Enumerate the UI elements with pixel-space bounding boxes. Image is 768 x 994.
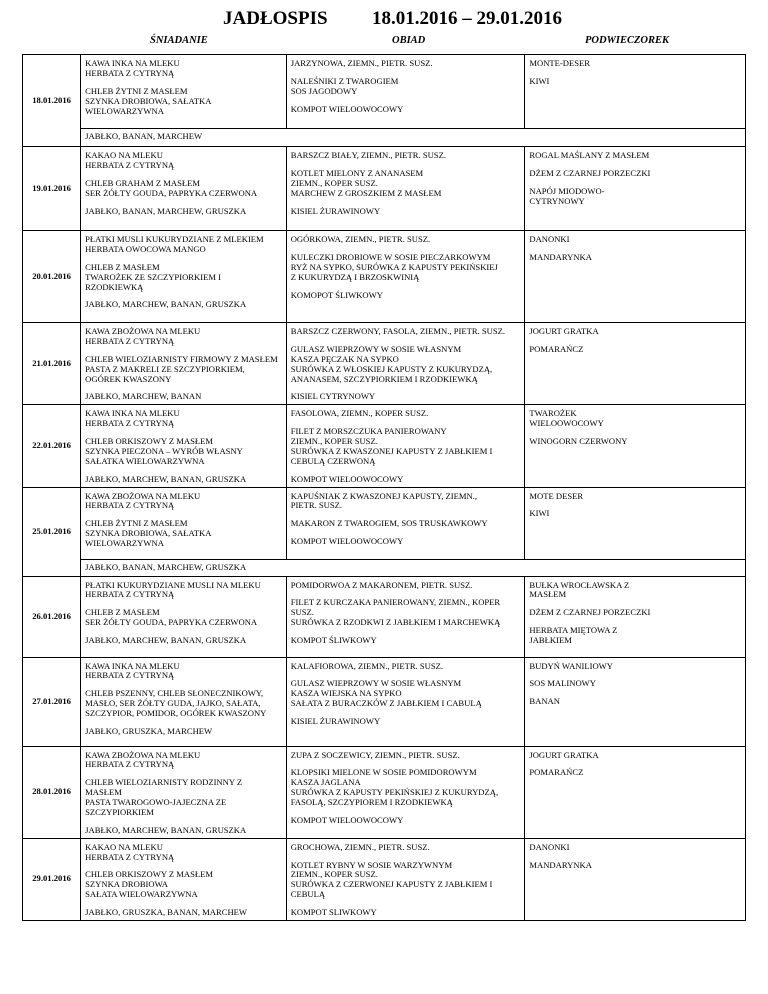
lunch-cell-item: KOMPOT WIELOOWOCOWY [290, 814, 404, 825]
snack-cell-item: DANONKI [529, 841, 570, 852]
lunch-cell-item: KLOPSIKI MIELONE W SOSIE POMIDOROWYM KASZA JAGLANA SURÓWKA Z KAPUSTY PEKIŃSKIEJ Z KUKURYDZĄ, FASOLĄ, SZCZYPIOREM I RZODKIEWKĄ [290, 767, 499, 807]
lunch-cell-item: FILET Z MORSZCZUKA PANIEROWANY ZIEMN., KOPER SUSZ. SURÓWKA Z KWASZONEJ KAPUSTY Z JABŁKIEM I CEBULĄ CZERWONĄ [290, 426, 493, 466]
snack-cell [525, 746, 746, 838]
snack-cell [525, 487, 746, 559]
fruit-text: JABŁKO, BANAN, MARCHEW, GRUSZKA [85, 561, 247, 572]
fruit-row [23, 129, 746, 147]
fruit-text: JABŁKO, BANAN, MARCHEW [85, 131, 203, 141]
breakfast-cell-item: JABŁKO, MARCHEW, BANAN, GRUSZKA [85, 473, 247, 484]
snack-cell [525, 323, 746, 405]
lunch-cell-item: ZUPA Z SOCZEWICY, ZIEMN., PIETR. SUSZ. [290, 749, 460, 760]
breakfast-cell-item: CHLEB ORKISZOWY Z MASŁEM SZYNKA PIECZONA – WYRÓB WŁASNY SAŁATKA WIELOWARZYWNA [85, 436, 243, 466]
lunch-cell-item: KOTLET RYBNY W SOSIE WARZYWNYM ZIEMN., KOPER SUSZ. SURÓWKA Z CZERWONEJ KAPUSTY Z JABŁKIEM I CEBULĄ [290, 859, 493, 900]
snack-cell-item: KIWI [529, 508, 550, 519]
breakfast-cell [81, 657, 287, 746]
day-date: 29.01.2016 [23, 838, 81, 920]
lunch-cell-item: KOMPOT WIELOOWOCOWY [290, 536, 404, 547]
breakfast-cell [81, 231, 287, 323]
menu-row [23, 231, 746, 323]
lunch-cell-item: KOMPOT SLIWKOWY [290, 907, 377, 917]
lunch-cell-item: BARSZCZ CZERWONY, FASOLA, ZIEMN., PIETR. SUSZ. [290, 326, 506, 336]
day-date: 26.01.2016 [23, 576, 81, 657]
breakfast-cell-item: CHLEB GRAHAM Z MASŁEM SER ŻÓŁTY GOUDA, PAPRYKA CZERWONA [85, 177, 258, 198]
day-date: 20.01.2016 [23, 231, 81, 323]
page-header [0, 4, 768, 34]
breakfast-cell-item: CHLEB WIELOZIARNISTY RODZINNY Z MASŁEM PASTA TWAROGOWO-JAJECZNA ZE SZCZYPIORKIEM [85, 777, 243, 817]
breakfast-cell-item: CHLEB Z MASŁEM SER ŻÓŁTY GOUDA, PAPRYKA CZERWONA [85, 607, 258, 628]
menu-row [23, 405, 746, 487]
lunch-cell-item: KAPUŚNIAK Z KWASZONEJ KAPUSTY, ZIEMN., PIETR. SUSZ. [290, 490, 478, 511]
snack-cell-item: MOTE DESER [529, 490, 584, 501]
snack-cell-item: MANDARYNKA [529, 859, 592, 870]
lunch-cell-item: KALAFIOROWA, ZIEMN., PIETR. SUSZ. [290, 660, 444, 671]
lunch-cell-item: GULASZ WIEPRZOWY W SOSIE WŁASNYM KASZA WIEJSKA NA SYPKO SAŁATA Z BURACZKÓW Z JABŁKIEM I CABULĄ [290, 678, 482, 709]
breakfast-cell [81, 405, 287, 487]
breakfast-cell-item: CHLEB ŻYTNI Z MASŁEM SZYNKA DROBIOWA, SAŁATKA WIELOWARZYWNA [85, 518, 212, 548]
day-date: 18.01.2016 [23, 55, 81, 147]
breakfast-cell-item: KAWA ZBOŻOWA NA MLEKU HERBATA Z CYTRYNĄ [85, 749, 201, 770]
breakfast-cell [81, 323, 287, 405]
menu-row [23, 838, 746, 920]
breakfast-cell [81, 576, 287, 657]
fruit-row [23, 559, 746, 576]
lunch-cell [286, 147, 525, 231]
lunch-cell [286, 838, 525, 920]
breakfast-cell-item: KAWA ZBOŻOWA NA MLEKU HERBATA Z CYTRYNĄ [85, 490, 201, 511]
snack-cell [525, 405, 746, 487]
menu-row [23, 147, 746, 231]
day-date: 22.01.2016 [23, 405, 81, 487]
snack-cell [525, 838, 746, 920]
snack-cell-item: POMARAŃCZ [529, 767, 584, 778]
breakfast-cell-item: KAWA INKA NA MLEKU HERBATA Z CYTRYNĄ [85, 408, 180, 429]
lunch-cell-item: KISIEL ŻURAWINOWY [290, 716, 381, 726]
snack-cell-item: MONTE-DESER [529, 58, 591, 68]
lunch-cell-item: OGÓRKOWA, ZIEMN., PIETR. SUSZ. [290, 234, 431, 244]
column-header-breakfast: ŚNIADANIE [150, 35, 208, 46]
breakfast-cell-item: KAWA INKA NA MLEKU HERBATA Z CYTRYNĄ [85, 660, 180, 681]
lunch-cell [286, 55, 525, 129]
lunch-cell-item: KOMPOT WIELOOWOCOWY [290, 103, 404, 114]
breakfast-cell [81, 746, 287, 838]
breakfast-cell [81, 487, 287, 559]
breakfast-cell [81, 55, 287, 129]
day-date: 27.01.2016 [23, 657, 81, 746]
lunch-cell-item: GROCHOWA, ZIEMN., PIETR. SUSZ. [290, 841, 430, 852]
snack-cell-item: DANONKI [529, 234, 570, 244]
snack-cell-item: BANAN [529, 696, 560, 707]
fruit-cell [81, 129, 746, 147]
breakfast-cell-item: CHLEB ORKISZOWY Z MASŁEM SZYNKA DROBIOWA SAŁATA WIELOWARZYWNA [85, 869, 214, 900]
lunch-cell-item: BARSZCZ BIAŁY, ZIEMN., PIETR. SUSZ. [290, 150, 446, 160]
breakfast-cell-item: JABŁKO, MARCHEW, BANAN, GRUSZKA [85, 299, 247, 310]
snack-cell-item: BUDYŃ WANILIOWY [529, 660, 613, 671]
snack-cell-item: JOGURT GRATKA [529, 749, 599, 760]
menu-row [23, 576, 746, 657]
menu-row [23, 657, 746, 746]
breakfast-cell-item: CHLEB WIELOZIARNISTY FIRMOWY Z MASŁEM PASTA Z MAKRELI ZE SZCZYPIORKIEM, OGÓREK KWASZONY [85, 353, 278, 384]
lunch-cell-item: KOMPOT ŚLIWKOWY [290, 635, 377, 645]
snack-cell [525, 576, 746, 657]
snack-cell-item: MANDARYNKA [529, 251, 592, 262]
lunch-cell-item: FASOLOWA, ZIEMN., KOPER SUSZ. [290, 408, 429, 419]
snack-cell-item: NAPÓJ MIODOWO- CYTRYNOWY [529, 185, 605, 206]
date-range: 18.01.2016 – 29.01.2016 [372, 8, 562, 29]
breakfast-cell-item: JABŁKO, GRUSZKA, MARCHEW [85, 725, 213, 736]
breakfast-cell-item: JABŁKO, BANAN, MARCHEW, GRUSZKA [85, 205, 247, 216]
snack-cell-item: POMARAŃCZ [529, 343, 584, 354]
lunch-cell-item: KOMPOT WIELOOWOCOWY [290, 473, 404, 484]
snack-cell-item: DŻEM Z CZARNEJ PORZECZKI [529, 607, 651, 618]
menu-row [23, 487, 746, 559]
breakfast-cell-item: JABŁKO, MARCHEW, BANAN, GRUSZKA [85, 824, 247, 835]
day-date: 19.01.2016 [23, 147, 81, 231]
lunch-cell [286, 576, 525, 657]
snack-cell-item: ROGAL MAŚLANY Z MASŁEM [529, 150, 650, 160]
lunch-cell-item: MAKARON Z TWAROGIEM, SOS TRUSKAWKOWY [290, 518, 488, 529]
fruit-cell [81, 559, 746, 576]
breakfast-cell-item: KAKAO NA MLEKU HERBATA Z CYTRYNĄ [85, 150, 175, 170]
breakfast-cell-item: JABŁKO, MARCHEW, BANAN [85, 391, 202, 402]
lunch-cell-item: POMIDORWOA Z MAKARONEM, PIETR. SUSZ. [290, 579, 473, 590]
lunch-cell-item: KOTLET MIELONY Z ANANASEM ZIEMN., KOPER SUSZ. MARCHEW Z GROSZKIEM Z MASŁEM [290, 167, 442, 198]
lunch-cell-item: KISIEL ŻURAWINOWY [290, 205, 381, 216]
snack-cell [525, 231, 746, 323]
snack-cell-item: TWAROŻEK WIELOOWOCOWY [529, 408, 604, 429]
column-header-snack: PODWIECZOREK [585, 35, 670, 46]
breakfast-cell-item: CHLEB PSZENNY, CHLEB SŁONECZNIKOWY, MASŁO, SER ŻÓŁTY GUDA, JAJKO, SAŁATA, SZCZYPIOR, POMIDOR, OGÓREK KWASZONY [85, 688, 267, 718]
breakfast-cell-item: PŁATKI MUSLI KUKURYDZIANE Z MLEKIEM HERBATA OWOCOWA MANGO [85, 234, 264, 254]
menu-table-body [23, 55, 746, 921]
breakfast-cell-item: JABŁKO, GRUSZKA, BANAN, MARCHEW [85, 907, 248, 917]
snack-cell-item: HERBATA MIĘTOWA Z JABŁKIEM [529, 625, 618, 645]
breakfast-cell-item: KAKAO NA MLEKU HERBATA Z CYTRYNĄ [85, 841, 175, 862]
breakfast-cell [81, 147, 287, 231]
menu-row [23, 55, 746, 129]
lunch-cell [286, 323, 525, 405]
snack-cell [525, 657, 746, 746]
breakfast-cell [81, 838, 287, 920]
breakfast-cell-item: CHLEB Z MASŁEM TWAROŻEK ZE SZCZYPIORKIEM I RZODKIEWKĄ [85, 261, 221, 292]
breakfast-cell-item: CHLEB ŻYTNI Z MASŁEM SZYNKA DROBIOWA, SAŁATKA WIELOWARZYWNA [85, 85, 212, 116]
breakfast-cell-item: JABŁKO, MARCHEW, BANAN, GRUSZKA [85, 635, 247, 645]
lunch-cell-item: JARZYNOWA, ZIEMN., PIETR. SUSZ. [290, 58, 433, 68]
lunch-cell [286, 405, 525, 487]
lunch-cell-item: KULECZKI DROBIOWE W SOSIE PIECZARKOWYM RYŻ NA SYPKO, SURÓWKA Z KAPUSTY PEKIŃSKIEJ Z KUKURYDZĄ I BRZOSKWINIĄ [290, 251, 498, 282]
menu-row [23, 323, 746, 405]
snack-cell-item: KIWI [529, 75, 550, 86]
snack-cell-item: WINOGORN CZERWONY [529, 436, 628, 446]
menu-table [22, 54, 746, 921]
snack-cell-item: JOGURT GRATKA [529, 326, 599, 336]
day-date: 28.01.2016 [23, 746, 81, 838]
lunch-cell [286, 657, 525, 746]
day-date: 21.01.2016 [23, 323, 81, 405]
lunch-cell-item: FILET Z KURCZAKA PANIEROWANY, ZIEMN., KOPER SUSZ. SURÓWKA Z RZODKWI Z JABŁKIEM I MARCHEWKĄ [290, 597, 501, 628]
snack-cell [525, 55, 746, 129]
lunch-cell-item: NALEŚNIKI Z TWAROGIEM SOS JAGODOWY [290, 75, 399, 96]
lunch-cell [286, 746, 525, 838]
snack-cell-item: SOS MALINOWY [529, 678, 596, 689]
lunch-cell-item: KOMOPOT ŚLIWKOWY [290, 289, 383, 300]
page-title: JADŁOSPIS [223, 8, 328, 29]
lunch-cell-item: GULASZ WIEPRZOWY W SOSIE WŁASNYM KASZA PĘCZAK NA SYPKO SURÓWKA Z WŁOSKIEJ KAPUSTY Z KUKURYDZĄ, ANANASEM, SZCZYPIORKIEM I RZODKIEWKĄ [290, 343, 493, 384]
day-date: 25.01.2016 [23, 487, 81, 576]
lunch-cell-item: KISIEL CYTRYNOWY [290, 391, 376, 402]
snack-cell-item: BUŁKA WROCŁAWSKA Z MASŁEM [529, 579, 630, 600]
menu-row [23, 746, 746, 838]
lunch-cell [286, 231, 525, 323]
breakfast-cell-item: KAWA ZBOŻOWA NA MLEKU HERBATA Z CYTRYNĄ [85, 326, 201, 346]
breakfast-cell-item: PŁATKI KUKURYDZIANE MUSLI NA MLEKU HERBATA Z CYTRYNĄ [85, 579, 261, 600]
snack-cell [525, 147, 746, 231]
column-header-lunch: OBIAD [392, 35, 426, 46]
lunch-cell [286, 487, 525, 559]
snack-cell-item: DŻEM Z CZARNEJ PORZECZKI [529, 167, 651, 178]
breakfast-cell-item: KAWA INKA NA MLEKU HERBATA Z CYTRYNĄ [85, 58, 180, 78]
